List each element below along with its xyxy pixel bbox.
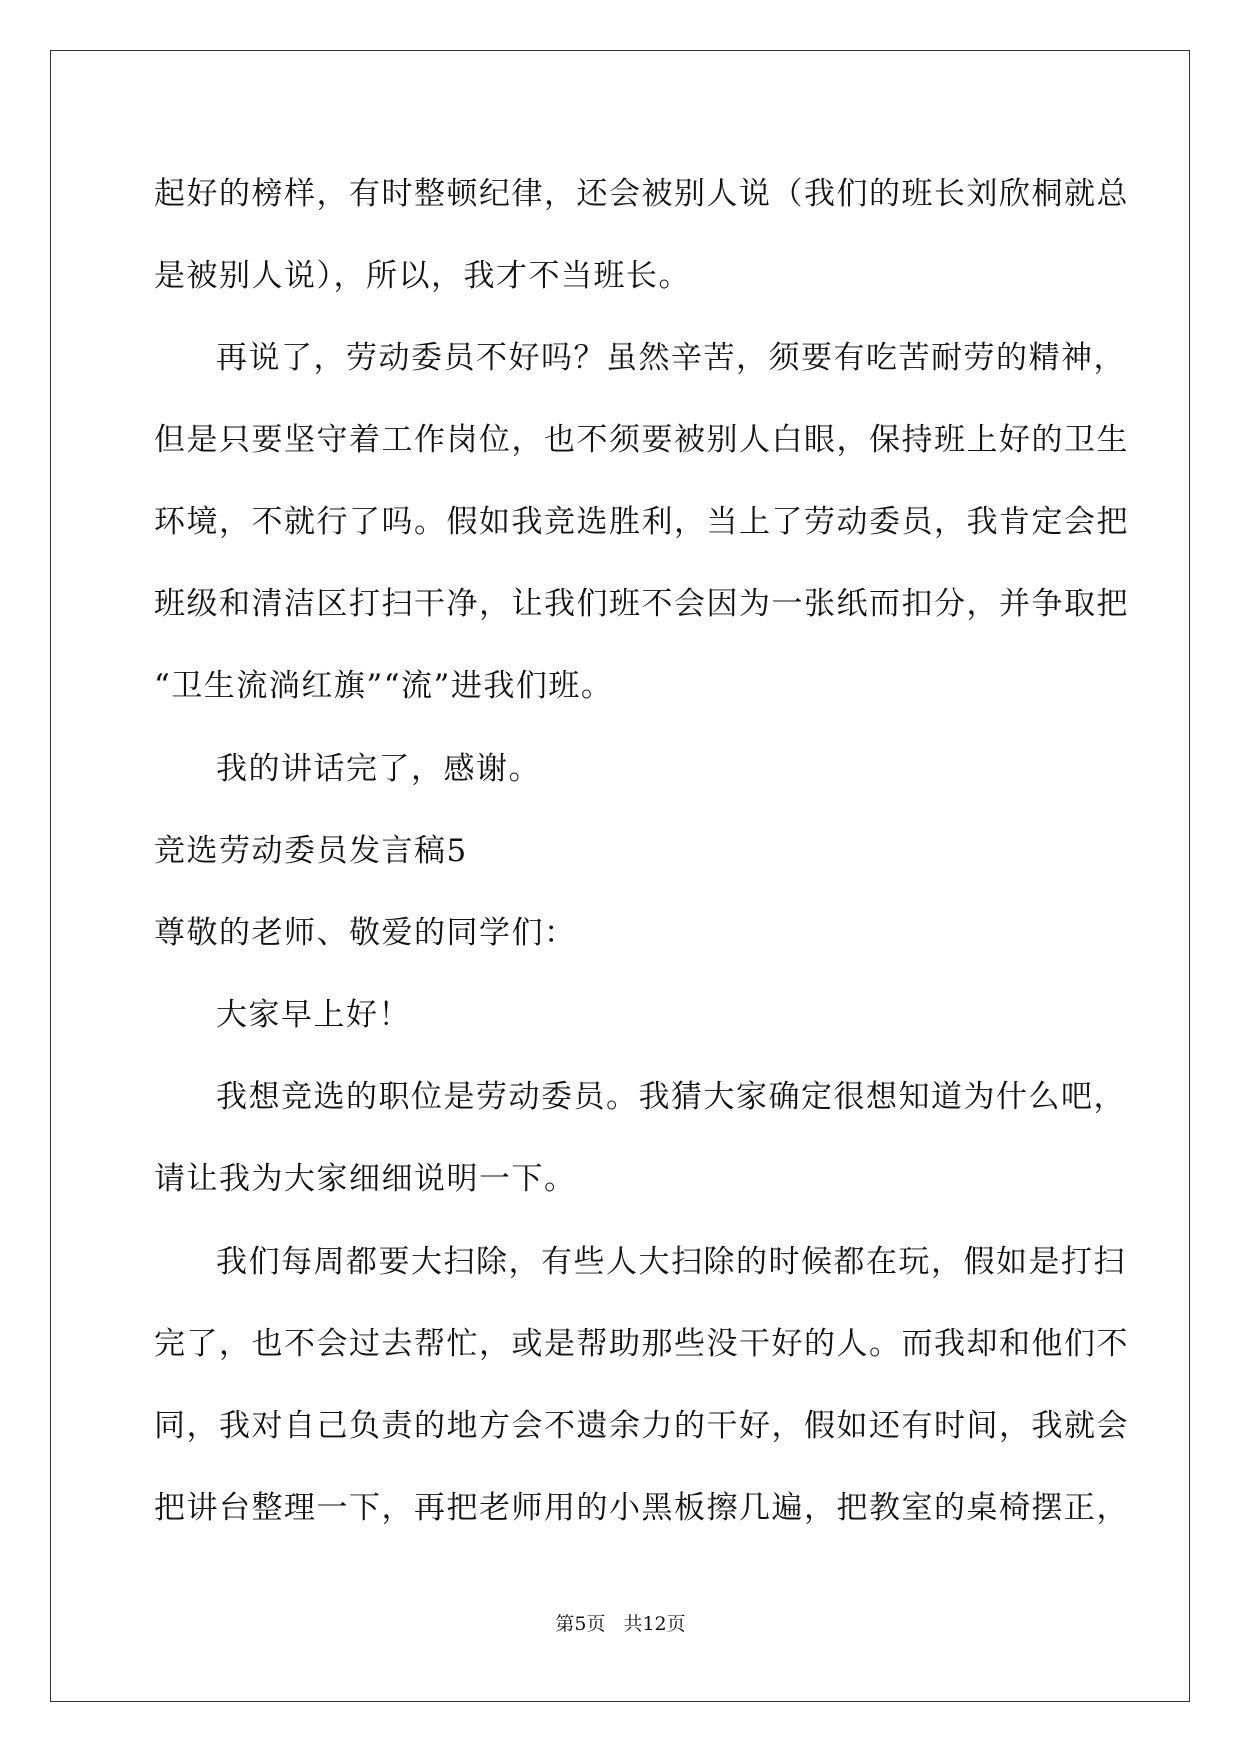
text-line: 起好的榜样，有时整顿纪律，还会被别人说（我们的班长刘欣桐就总: [154, 176, 1129, 212]
section-heading: 竞选劳动委员发言稿5: [154, 833, 468, 869]
text-line: 再说了，劳动委员不好吗？虽然辛苦，须要有吃苦耐劳的精神，: [216, 340, 1126, 376]
text-line: “卫生流淌红旗”“流”进我们班。: [154, 668, 614, 704]
text-line: 是被别人说），所以，我才不当班长。: [154, 258, 691, 294]
text-line: 但是只要坚守着工作岗位，也不须要被别人白眼，保持班上好的卫生: [154, 422, 1129, 458]
text-line: 我想竞选的职位是劳动委员。我猜大家确定很想知道为什么吧，: [216, 1079, 1126, 1115]
page-frame: [50, 50, 1190, 1702]
text-line: 大家早上好！: [216, 997, 411, 1033]
text-line: 班级和清洁区打扫干净，让我们班不会因为一张纸而扣分，并争取把: [154, 586, 1129, 622]
page-total: 共12页: [623, 1613, 686, 1635]
page-footer: [0, 1612, 1241, 1636]
text-line: 环境，不就行了吗。假如我竞选胜利，当上了劳动委员，我肯定会把: [154, 504, 1129, 540]
salutation: 尊敬的老师、敬爱的同学们：: [154, 915, 577, 951]
text-line: 我们每周都要大扫除，有些人大扫除的时候都在玩，假如是打扫: [216, 1244, 1126, 1280]
text-line: 完了，也不会过去帮忙，或是帮助那些没干好的人。而我却和他们不: [154, 1326, 1129, 1362]
text-line: 请让我为大家细细说明一下。: [154, 1161, 577, 1197]
text-line: 我的讲话完了，感谢。: [216, 751, 541, 787]
page-number: 第5页: [555, 1613, 606, 1635]
text-line: 把讲台整理一下，再把老师用的小黑板擦几遍，把教室的桌椅摆正，: [154, 1490, 1129, 1526]
text-line: 同，我对自己负责的地方会不遗余力的干好，假如还有时间，我就会: [154, 1408, 1129, 1444]
